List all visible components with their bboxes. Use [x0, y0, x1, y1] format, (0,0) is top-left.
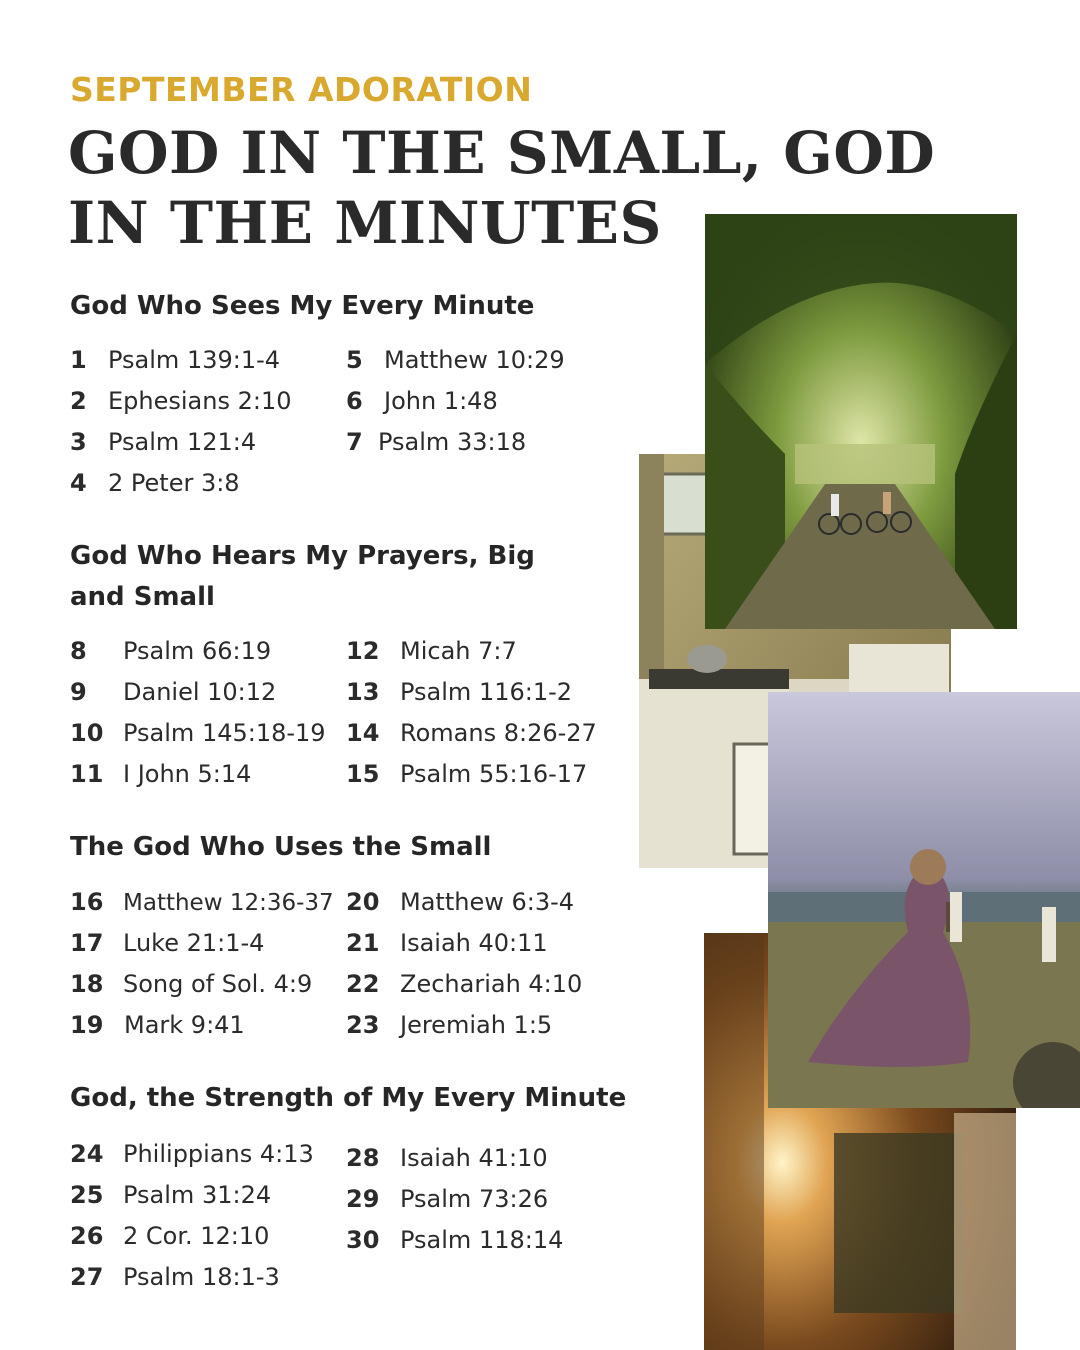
scripture-ref: Ephesians 2:10: [108, 387, 292, 415]
scripture-ref: Psalm 73:26: [400, 1185, 549, 1213]
page-title: GOD IN THE SMALL, GOD IN THE MINUTES: [68, 119, 936, 257]
day-number: 1: [70, 346, 87, 374]
day-number: 9: [70, 678, 87, 706]
scripture-ref: Daniel 10:12: [123, 678, 277, 706]
scripture-ref: John 1:48: [384, 387, 498, 415]
scripture-ref: Matthew 12:36-37: [123, 890, 334, 916]
list-item: [346, 386, 498, 416]
scripture-ref: Jeremiah 1:5: [400, 1011, 553, 1039]
scripture-ref: Psalm 139:1-4: [108, 346, 281, 374]
section-heading-uses: The God Who Uses the Small: [70, 832, 492, 862]
list-item: [70, 345, 280, 375]
day-number: 12: [346, 637, 380, 665]
day-number: 18: [70, 970, 104, 998]
scripture-ref: Psalm 66:19: [123, 637, 272, 665]
scripture-ref: Zechariah 4:10: [400, 970, 583, 998]
day-number: 15: [346, 760, 380, 788]
list-item: [70, 1221, 269, 1251]
section-heading-sees: God Who Sees My Every Minute: [70, 291, 535, 321]
day-number: 8: [70, 637, 87, 665]
scripture-ref: Psalm 18:1-3: [123, 1263, 280, 1291]
day-number: 14: [346, 719, 380, 747]
list-item: [346, 1184, 548, 1214]
day-number: 10: [70, 719, 104, 747]
list-item: [346, 887, 574, 917]
list-item: [70, 969, 312, 999]
day-number: 30: [346, 1226, 380, 1254]
scripture-ref: Psalm 145:18-19: [123, 719, 326, 747]
list-item: [70, 718, 326, 748]
section-heading-hears: God Who Hears My Prayers, Big and Small: [70, 541, 535, 612]
day-number: 13: [346, 678, 380, 706]
list-item: [346, 969, 582, 999]
list-item: [346, 1143, 548, 1173]
day-number: 26: [70, 1222, 104, 1250]
scripture-ref: Psalm 31:24: [123, 1181, 272, 1209]
scripture-ref: Psalm 55:16-17: [400, 760, 588, 788]
list-item: [70, 1010, 245, 1040]
list-item: [346, 345, 565, 375]
day-number: 6: [346, 387, 363, 415]
scripture-ref: Romans 8:26-27: [400, 719, 597, 747]
day-number: 16: [70, 888, 104, 916]
list-item: [70, 386, 292, 416]
list-item: [70, 677, 276, 707]
day-number: 28: [346, 1144, 380, 1172]
list-item: [346, 427, 526, 457]
scripture-ref: Song of Sol. 4:9: [123, 970, 313, 998]
scripture-ref: Psalm 33:18: [378, 428, 527, 456]
list-item: [346, 718, 597, 748]
day-number: 21: [346, 929, 380, 957]
scripture-ref: Isaiah 40:11: [400, 929, 548, 957]
day-number: 5: [346, 346, 363, 374]
list-item: [70, 1180, 271, 1210]
day-number: 11: [70, 760, 104, 788]
day-number: 27: [70, 1263, 104, 1291]
scripture-ref: 2 Peter 3:8: [108, 469, 240, 497]
scripture-ref: Isaiah 41:10: [400, 1144, 548, 1172]
scripture-ref: I John 5:14: [123, 760, 252, 788]
scripture-ref: Philippians 4:13: [123, 1140, 314, 1168]
day-number: 22: [346, 970, 380, 998]
scripture-ref: Mark 9:41: [124, 1011, 245, 1039]
day-number: 17: [70, 929, 104, 957]
day-number: 7: [346, 428, 363, 456]
list-item: [346, 1225, 563, 1255]
list-item: [70, 928, 264, 958]
eyebrow-label: SEPTEMBER ADORATION: [70, 70, 533, 109]
list-item: [70, 1262, 280, 1292]
day-number: 3: [70, 428, 87, 456]
scripture-ref: 2 Cor. 12:10: [123, 1222, 270, 1250]
day-number: 23: [346, 1011, 380, 1039]
list-item: [346, 1010, 552, 1040]
day-number: 29: [346, 1185, 380, 1213]
list-item: [70, 1139, 314, 1169]
list-item: [70, 887, 334, 918]
scripture-ref: Psalm 121:4: [108, 428, 257, 456]
scripture-ref: Matthew 6:3-4: [400, 888, 575, 916]
list-item: [70, 636, 271, 666]
list-item: [346, 636, 517, 666]
photo-beach-dancer: [768, 692, 1080, 1108]
day-number: 20: [346, 888, 380, 916]
list-item: [70, 759, 251, 789]
scripture-ref: Micah 7:7: [400, 637, 517, 665]
scripture-ref: Matthew 10:29: [384, 346, 565, 374]
scripture-ref: Luke 21:1-4: [123, 929, 265, 957]
day-number: 24: [70, 1140, 104, 1168]
day-number: 19: [70, 1011, 104, 1039]
section-heading-strength: God, the Strength of My Every Minute: [70, 1083, 627, 1113]
list-item: [346, 759, 587, 789]
scripture-ref: Psalm 118:14: [400, 1226, 564, 1254]
day-number: 4: [70, 469, 87, 497]
list-item: [346, 677, 572, 707]
photo-forest-path: [705, 214, 1017, 629]
day-number: 2: [70, 387, 87, 415]
list-item: [346, 928, 548, 958]
scripture-ref: Psalm 116:1-2: [400, 678, 573, 706]
day-number: 25: [70, 1181, 104, 1209]
list-item: [70, 427, 256, 457]
list-item: [70, 468, 240, 498]
